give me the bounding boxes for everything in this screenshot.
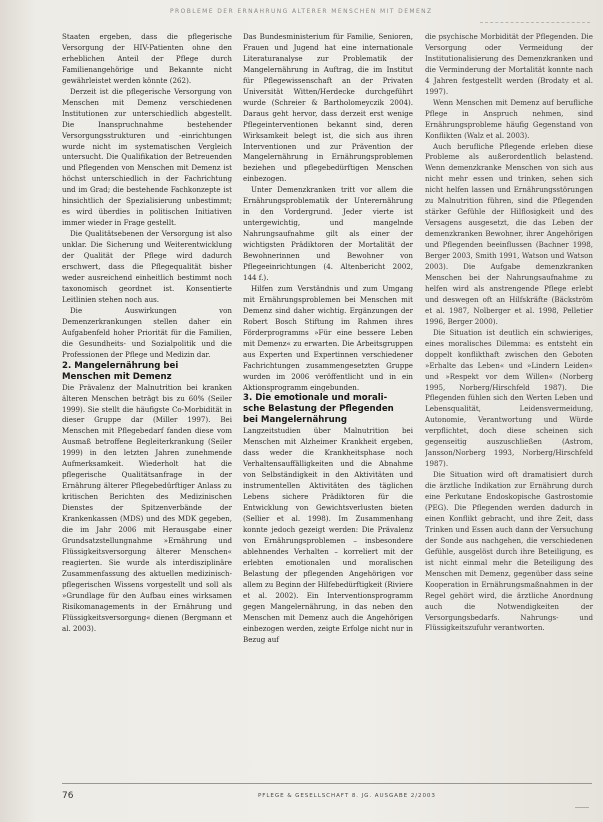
paragraph: Das Bundesministerium für Familie, Senioren, Frauen und Jugend hat eine internationale Literaturanalyse zur Problematik der Mangelernährung in Auftrag, die im Institut für Pflegewissenschaft an der Privaten Universität Witten/Herdecke durchgeführt wurde (Schreier & Bartholomeyczik 2004). Daraus geht hervor, dass derzeit erst wenige Pflegeinterventionen bekannt sind, deren Wirksamkeit belegt ist, die sich aus ihren Interventionen und zur Prävention der Mangelernährung in Ernährungsproblemen beziehen und pflegebedürftigen Menschen einbezogen.	[243, 32, 413, 184]
section-heading-line: Menschen mit Demenz	[62, 371, 172, 382]
section-heading-line: sche Belastung der Pflegenden	[243, 404, 394, 415]
paragraph: Die Qualitätsebenen der Versorgung ist also unklar. Die Sicherung und Weiterentwicklung der Qualität der Pflege wird dadurch erschwert, dass die Pflegequalität bisher weder ausreichend einheitlich bestimmt noch taxonomisch geordnet ist. Konsentierte Leitlinien stehen noch aus.	[62, 229, 232, 304]
paragraph: Hilfen zum Verständnis und zum Umgang mit Ernährungsproblemen bei Menschen mit Demenz sind daher wichtig. Ergänzungen der Robert Bosch Stiftung im Rahmen ihres Förderprogramms »Für eine bessere Leben mit Demenz« zu erwarten. Die Arbeitsgruppen aus Experten und Expertinnen verschiedener Fachrichtungen zusammengesetzten Gruppe wurden im 2006 veröffentlicht und in ein Aktionsprogramm eingebunden.	[243, 283, 413, 392]
text-column-3	[425, 32, 593, 787]
paragraph: Die Prävalenz der Malnutrition bei kranken älteren Menschen beträgt bis zu 60% (Seiler 1999). Sie stellt die häufigste Co-Morbidität in dieser Gruppe dar (Miller 1997). Bei Menschen mit Pflegebedarf fanden diese vom Ausmaß betroffene Begleiterkrankung (Seiler 1999) in den letzten Jahren zunehmende Aufmerksamkeit. Wiederholt hat die pflegerische Qualitätsanfrage in der Ernährung älterer Pflegebedürftiger Anlass zu kritischen Berichten des Medizinischen Dienstes der Spitzenverbände der Krankenkassen (MDS) und des MDK gegeben, die im Jahr 2006 mit Herausgabe einer Grundsatzstellungnahme »Ernährung und Flüssigkeitsversorgung älterer Menschen« reagierten. Sie wurde als interdisziplinäre Zusammenfassung des aktuellen medizinisch-pflegerischen Wissens vorgestellt und soll als »Grundlage für den Aufbau eines wirksamen Risikomanagements in der Ernährung und Flüssigkeitsversorgung« dienen (Bergmann et al. 2003).	[62, 382, 232, 633]
section-heading-3	[243, 393, 413, 426]
journal-footer: PFLEGE & GESELLSCHAFT 8. JG. AUSGABE 2/2003	[258, 793, 436, 799]
paragraph: Staaten ergeben, dass die pflegerische Versorgung der HIV-Patienten ohne den erheblichen Anteil der Pflege durch Familienangehörige und Bekannte nicht gewährleistet werden könnte (262).	[62, 32, 232, 85]
paragraph: Langzeitstudien über Malnutrition bei Menschen mit Alzheimer Krankheit ergeben, dass weder die Krankheitsphase noch Verhaltensauffälligkeiten und die Abnahme von Selbständigkeit in den Aktivitäten und instrumentellen Aktivitäten des täglichen Lebens sichere Prädiktoren für die Entwicklung von Gewichtsverlusten bieten (Sellier et al. 1998). Im Zusammenhang konnte jedoch gezeigt werden: Die Prävalenz von Ernährungsproblemen – insbesondere ablehnendes Verhalten – korreliert mit der erlebten emotionalen und moralischen Belastung der pflegenden Angehörigen vor allem zu Beginn der Hilfebedürftigkeit (Riviere et al. 2002). Ein Interventionsprogramm gegen Mangelernährung, in das neben den Menschen mit Demenz auch die Angehörigen einbezogen werden, zeigte Erfolge nicht nur in Bezug auf	[243, 426, 413, 644]
section-heading-2	[62, 361, 232, 383]
footer-rule	[62, 783, 592, 784]
running-head: PROBLEME DER ERNÄHRUNG ÄLTERER MENSCHEN MIT DEMENZ	[170, 8, 433, 15]
text-column-2	[243, 32, 413, 787]
paragraph: Unter Demenzkranken tritt vor allem die Ernährungsproblematik der Unterernährung in den Vordergrund. Jeder vierte ist untergewichtig, und mangelnde Nahrungsaufnahme gilt als einer der wichtigsten Prädiktoren der Mortalität der Bewohnerinnen und Bewohner von Pflegeeinrichtungen (4. Altenbericht 2002, 144 f.).	[243, 185, 413, 282]
header-rule	[480, 22, 590, 23]
page-number: 76	[62, 791, 74, 801]
paragraph: die psychische Morbidität der Pflegenden. Die Versorgung oder Vermeidung der Institutionalisierung des Demenzkranken und die Verminderung der Mortalität konnte nach 4 Jahren festgestellt werden (Brodaty et al. 1997).	[425, 32, 593, 96]
text-column-1	[62, 32, 232, 787]
corner-mark	[575, 807, 589, 818]
paragraph: Derzeit ist die pflegerische Versorgung von Menschen mit Demenz verschiedenen Institutionen zur unterschiedlich abgestellt. Die Inanspruchnahme bestehender Versorgungsstrukturen und -einrichtungen wurde nicht im systematischen Vergleich untersucht. Die Qualifikation der Betreuenden und Pflegenden von Menschen mit Demenz ist höchst unterschiedlich in der Fachrichtung und im Grad; die bestehende Fachkonzepte ist hinsichtlich der Spezialisierung unbestimmt; es wird überdies in politischen Initiativen immer wieder in Frage gestellt.	[62, 86, 232, 228]
paragraph: Die Situation wird oft dramatisiert durch die ärztliche Indikation zur Ernährung durch eine Perkutane Endoskopische Gastrostomie (PEG). Die Pflegenden werden dadurch in einen Konflikt gebracht, und ihre Zeit, dass Trinken und Essen auch dann der Versuchung der Sonde aus nachgehen, die verschiedenen Gefühle, ausgelöst durch ihre Beteiligung, es ist nicht einmal mehr die Beteiligung des Menschen mit Demenz, gegenüber dass seine Kooperation in Ernährungsmaßnahmen in der Regel gehört wird, die ärztliche Anordnung auch die Notwendigkeiten der Versorgungsbedarfs. Nahrungs- und Flüssigkeitszufuhr verantworten.	[425, 470, 593, 633]
paragraph: Auch berufliche Pflegende erleben diese Probleme als außerordentlich belastend. Wenn demenzkranke Menschen von sich aus nicht mehr essen und trinken, sehen sich nicht helfen lassen und Ernährungsstörungen zu Malnutrition führen, sind die Pflegenden stärker Gefühle der Hilflosigkeit und des Versagens ausgesetzt, die das Leben der demenzkranken Bewohner, ihrer Angehörigen und Pflegenden beeinflussen (Bachner 1998, Berger 2003, Smith 1991, Watson und Watson 2003). Die Aufgabe demenzkranken Menschen bei der Nahrungsaufnahme zu helfen wird als anstrengende Pflege erlebt und deswegen oft an Hilfskräfte (Bäckström et al. 1987, Nolberger et al. 1998, Pelletier 1996, Berger 2000).	[425, 141, 593, 326]
paragraph: Wenn Menschen mit Demenz auf berufliche Pflege in Anspruch nehmen, sind Ernährungsprobleme häufig Gegenstand von Konflikten (Walz et al. 2003).	[425, 97, 593, 140]
section-heading-line: bei Mangelernährung	[243, 415, 348, 426]
paragraph: Die Auswirkungen von Demenzerkrankungen stellen daher ein Aufgabenfeld hoher Priorität für die Familien, die Gesundheits- und Sozialpolitik und die Professionen der Pflege und Medizin dar.	[62, 305, 232, 359]
section-heading-line: 2. Mangelernährung bei	[62, 360, 179, 371]
paragraph: Die Situation ist deutlich ein schwieriges, eines moralisches Dilemma: es entsteht ein doppelt konflikthaft zwischen den Geboten »Erhalte das Leben« und »Lindern Leiden« und »Respekt vor dem Willen« (Norberg 1995, Norberg/Hirschfeld 1987). Die Pflegenden fühlen sich den Werten Leben und Lebensqualität, Leidensvermeidung, Autonomie, Verantwortung und Würde verpflichtet, doch diese scheinen sich gegenseitig auszuschließen (Astrom, Jansson/Norberg 1993, Norberg/Hirschfeld 1987).	[425, 327, 593, 469]
section-heading-line: 3. Die emotionale und morali-	[243, 393, 388, 404]
